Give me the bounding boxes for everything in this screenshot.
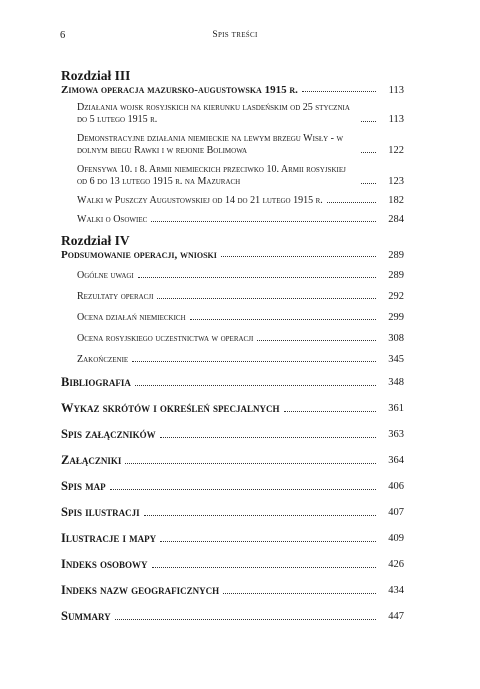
- page-ref: 409: [388, 533, 404, 544]
- toc-entry[interactable]: [61, 505, 404, 520]
- chapter-3-section: [61, 68, 404, 226]
- entry-label: Indeks nazw geograficznych: [61, 583, 220, 597]
- page-number: 6: [60, 30, 66, 41]
- page-ref: 447: [388, 611, 404, 622]
- dot-leader: [138, 277, 376, 278]
- dot-leader: [115, 619, 376, 620]
- page-ref: 345: [388, 354, 404, 365]
- toc-subentry[interactable]: [61, 195, 404, 207]
- entry-label: Bibliografia: [61, 375, 131, 389]
- page-ref: 292: [388, 291, 404, 302]
- toc-subentry[interactable]: [61, 102, 404, 126]
- page-ref: 348: [388, 377, 404, 388]
- page-ref: 299: [388, 312, 404, 323]
- entry-label: Ilustracje i mapy: [61, 531, 157, 545]
- page-ref: 363: [388, 429, 404, 440]
- toc-subentry[interactable]: [61, 214, 404, 226]
- toc-subentry[interactable]: [61, 291, 404, 303]
- dot-leader: [157, 298, 376, 299]
- dot-leader: [223, 593, 376, 594]
- page-ref: 113: [388, 114, 404, 125]
- running-head: Spis treści: [212, 30, 258, 40]
- dot-leader: [110, 489, 376, 490]
- toc-entry[interactable]: [61, 453, 404, 468]
- dot-leader: [361, 183, 376, 184]
- toc-subentry[interactable]: [61, 133, 404, 157]
- page-ref: 113: [388, 85, 404, 96]
- page-header: [60, 30, 410, 44]
- entry-label: Ofensywa 10. i 8. Armii niemieckich przeciwko 10. Armii rosyjskiej od 6 do 13 lutego 1915 r. na Mazurach: [77, 164, 346, 187]
- page-ref: 284: [388, 214, 404, 225]
- entry-label: Ogólne uwagi: [77, 270, 134, 281]
- chapter-4-section: [61, 233, 404, 366]
- dot-leader: [190, 319, 376, 320]
- entry-label: Zakończenie: [77, 354, 129, 365]
- entry-label: Indeks osobowy: [61, 557, 148, 571]
- chapter-title-row[interactable]: [61, 249, 404, 261]
- dot-leader: [132, 361, 376, 362]
- toc-entry[interactable]: [61, 531, 404, 546]
- dot-leader: [302, 91, 376, 92]
- back-matter-section: [61, 375, 404, 624]
- page-ref: 426: [388, 559, 404, 570]
- page-ref: 122: [388, 145, 404, 156]
- toc-entry[interactable]: [61, 375, 404, 390]
- table-of-contents: [61, 68, 404, 635]
- entry-label: Spis map: [61, 479, 106, 493]
- dot-leader: [257, 340, 376, 341]
- entry-label: Summary: [61, 609, 111, 623]
- toc-subentry[interactable]: [61, 333, 404, 345]
- entry-label: Ocena działań niemieckich: [77, 312, 186, 323]
- toc-entry[interactable]: [61, 479, 404, 494]
- dot-leader: [361, 152, 376, 153]
- entry-label: Walki o Osowiec: [77, 214, 148, 225]
- toc-entry[interactable]: [61, 583, 404, 598]
- page-ref: 289: [388, 270, 404, 281]
- entry-label: Demonstracyjne działania niemieckie na lewym brzegu Wisły - w dolnym biegu Rawki i w rejonie Bolimowa: [77, 133, 344, 156]
- chapter-heading: Rozdział IV: [61, 233, 130, 248]
- chapter-heading: Rozdział III: [61, 68, 131, 83]
- entry-label: Podsumowanie operacji, wnioski: [61, 249, 217, 261]
- chapter-title-row[interactable]: [61, 84, 404, 96]
- dot-leader: [152, 567, 376, 568]
- dot-leader: [361, 121, 376, 122]
- entry-label: Działania wojsk rosyjskich na kierunku lasdeńskim od 25 stycznia do 5 lutego 1915 r.: [77, 102, 350, 125]
- toc-subentry[interactable]: [61, 164, 404, 188]
- page-ref: 123: [388, 176, 404, 187]
- dot-leader: [135, 385, 376, 386]
- dot-leader: [160, 437, 376, 438]
- page-ref: 289: [388, 250, 404, 261]
- page-ref: 182: [388, 195, 404, 206]
- entry-label: Spis załączników: [61, 427, 156, 441]
- dot-leader: [125, 463, 376, 464]
- page-ref: 407: [388, 507, 404, 518]
- dot-leader: [160, 541, 376, 542]
- page-ref: 308: [388, 333, 404, 344]
- page-ref: 361: [388, 403, 404, 414]
- toc-subentry[interactable]: [61, 312, 404, 324]
- toc-entry[interactable]: [61, 609, 404, 624]
- dot-leader: [144, 515, 376, 516]
- toc-entry[interactable]: [61, 557, 404, 572]
- page-ref: 434: [388, 585, 404, 596]
- entry-label: Załączniki: [61, 453, 122, 467]
- entry-label: Wykaz skrótów i określeń specjalnych: [61, 401, 280, 415]
- toc-subentry[interactable]: [61, 270, 404, 282]
- dot-leader: [151, 221, 376, 222]
- entry-label: Rezultaty operacji: [77, 291, 154, 302]
- entry-label: Zimowa operacja mazursko-augustowska 1915 r.: [61, 84, 298, 96]
- toc-subentry[interactable]: [61, 354, 404, 366]
- dot-leader: [327, 202, 376, 203]
- dot-leader: [284, 411, 376, 412]
- page-ref: 364: [388, 455, 404, 466]
- entry-label: Ocena rosyjskiego uczestnictwa w operacji: [77, 333, 254, 344]
- toc-entry[interactable]: [61, 401, 404, 416]
- entry-label: Spis ilustracji: [61, 505, 140, 519]
- entry-label: Walki w Puszczy Augustowskiej od 14 do 21 lutego 1915 r.: [77, 195, 323, 206]
- page-ref: 406: [388, 481, 404, 492]
- toc-entry[interactable]: [61, 427, 404, 442]
- dot-leader: [221, 256, 376, 257]
